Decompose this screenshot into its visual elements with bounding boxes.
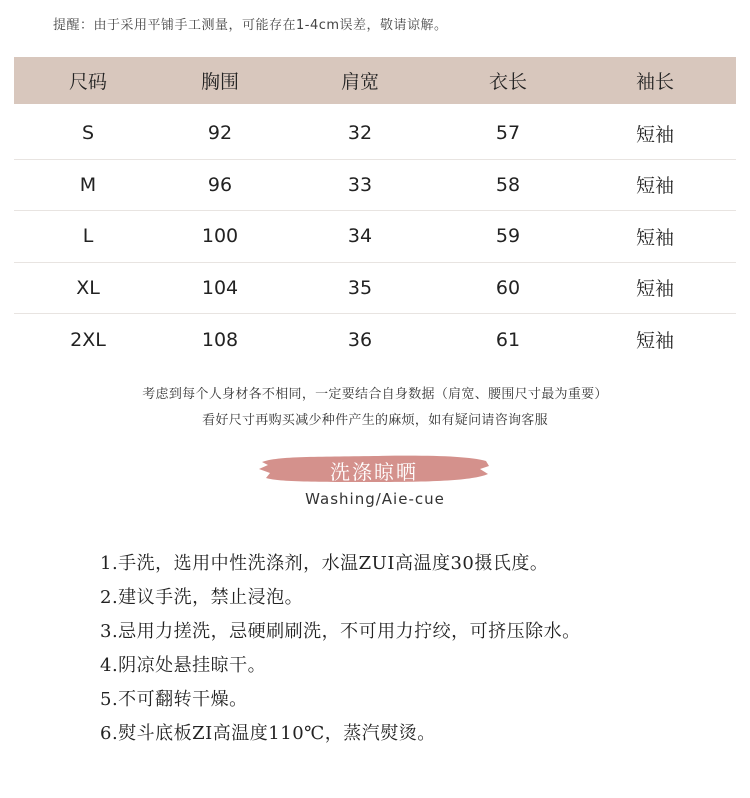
cell-length: 59 — [495, 225, 521, 248]
care-instruction-item: 2.建议手洗，禁止浸泡。 — [100, 587, 304, 608]
header-shoulder: 肩宽 — [340, 71, 379, 93]
cell-size: XL — [76, 276, 100, 299]
cell-sleeve: 短袖 — [635, 330, 674, 353]
measurement-note: 提醒：由于采用平铺手工测量，可能存在1-4cm误差，敬请谅解。 — [53, 18, 448, 33]
care-instruction-item: 3.忌用力搓洗，忌硬刷刷洗，不可用力拧绞，可挤压除水。 — [100, 621, 581, 642]
cell-sleeve: 短袖 — [635, 278, 674, 301]
wash-title: 洗涤晾晒 — [330, 460, 418, 484]
wash-subtitle: Washing/Aie-cue — [305, 490, 445, 508]
cell-sleeve: 短袖 — [635, 226, 674, 249]
cell-length: 61 — [495, 328, 521, 351]
cell-size: S — [81, 122, 95, 145]
header-sleeve: 袖长 — [635, 71, 674, 93]
header-chest: 胸围 — [200, 71, 239, 93]
header-length: 衣长 — [488, 71, 527, 93]
table-row — [14, 263, 736, 315]
cell-size: 2XL — [70, 328, 106, 351]
care-instructions-list — [100, 549, 581, 753]
cell-size: L — [82, 225, 94, 248]
cell-shoulder: 35 — [347, 276, 373, 299]
table-row — [14, 108, 736, 160]
care-instruction-item: 4.阴凉处悬挂晾干。 — [100, 655, 267, 676]
wash-section-banner — [258, 453, 490, 485]
cell-chest: 108 — [201, 328, 239, 351]
cell-shoulder: 33 — [347, 173, 373, 196]
header-size: 尺码 — [68, 71, 107, 93]
table-row — [14, 211, 736, 263]
cell-chest: 96 — [207, 173, 233, 196]
care-instruction-item: 1.手洗，选用中性洗涤剂，水温ZUI高温度30摄氏度。 — [100, 553, 549, 574]
care-instruction-item: 6.熨斗底板ZI高温度110℃，蒸汽熨烫。 — [100, 723, 436, 744]
cell-sleeve: 短袖 — [635, 123, 674, 146]
fit-advice-line-2: 看好尺寸再购买减少种件产生的麻烦，如有疑问请咨询客服 — [202, 413, 548, 428]
cell-sleeve: 短袖 — [635, 175, 674, 198]
table-row — [14, 314, 736, 366]
cell-shoulder: 32 — [347, 122, 373, 145]
care-instruction-item: 5.不可翻转干燥。 — [100, 689, 248, 710]
cell-shoulder: 34 — [347, 225, 373, 248]
cell-length: 57 — [495, 122, 521, 145]
cell-chest: 100 — [201, 225, 239, 248]
cell-shoulder: 36 — [347, 328, 373, 351]
cell-chest: 104 — [201, 276, 239, 299]
cell-length: 58 — [495, 173, 521, 196]
fit-advice-line-1: 考虑到每个人身材各不相同，一定要结合自身数据（肩宽、腰围尺寸最为重要） — [142, 387, 608, 402]
size-table — [14, 57, 736, 366]
table-body — [14, 108, 736, 366]
cell-chest: 92 — [207, 122, 233, 145]
table-header — [14, 57, 736, 104]
cell-size: M — [79, 173, 97, 196]
table-row — [14, 160, 736, 212]
cell-length: 60 — [495, 276, 521, 299]
